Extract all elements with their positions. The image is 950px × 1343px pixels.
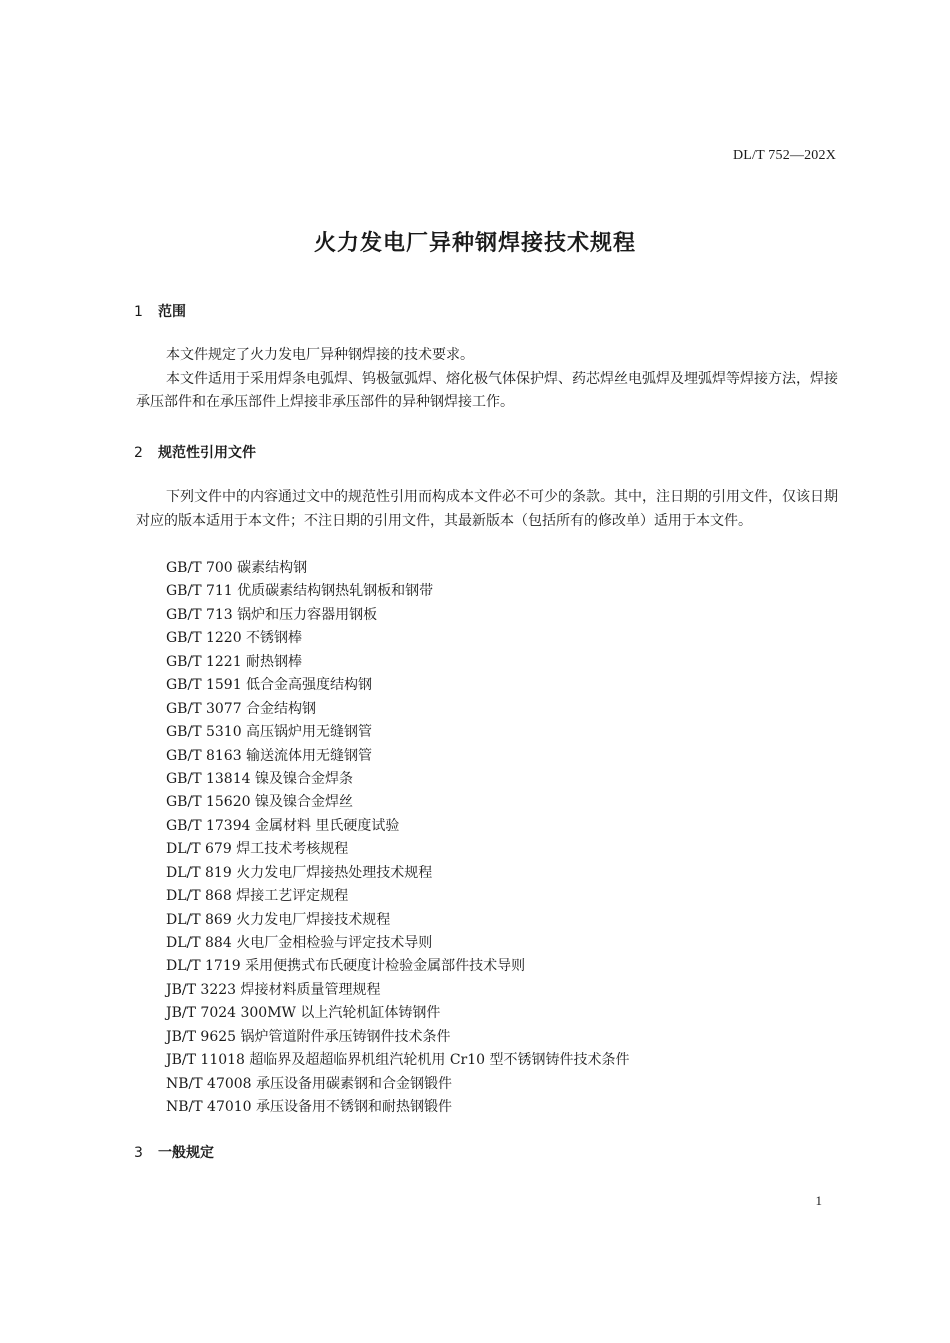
reference-item: GB/T 1220 不锈钢棒: [166, 630, 303, 647]
reference-item: NB/T 47010 承压设备用不锈钢和耐热钢锻件: [166, 1099, 453, 1116]
section-title: 一般规定: [158, 1145, 214, 1161]
reference-item: GB/T 8163 输送流体用无缝钢管: [166, 747, 373, 764]
reference-item: GB/T 1221 耐热钢棒: [166, 653, 303, 670]
section-heading-scope: [134, 301, 186, 321]
reference-item: GB/T 1591 低合金高强度结构钢: [166, 677, 373, 694]
reference-item: DL/T 868 焊接工艺评定规程: [166, 888, 349, 905]
section-title: 规范性引用文件: [158, 445, 256, 461]
reference-item: DL/T 884 火电厂金相检验与评定技术导则: [166, 935, 433, 951]
reference-item: JB/T 3223 焊接材料质量管理规程: [166, 981, 381, 998]
section-heading-normative-references: [134, 442, 256, 462]
paragraph: 本文件适用于采用焊条电弧焊、钨极氩弧焊、熔化极气体保护焊、药芯焊丝电弧焊及埋弧焊等焊接方法，焊接承压部件和在承压部件上焊接非承压部件的异种钢焊接工作。: [136, 370, 838, 410]
reference-item: GB/T 711 优质碳素结构钢热轧钢板和钢带: [166, 583, 434, 600]
paragraph: 本文件规定了火力发电厂异种钢焊接的技术要求。: [166, 347, 474, 363]
reference-item: JB/T 7024 300MW 以上汽轮机缸体铸钢件: [166, 1005, 441, 1022]
document-title: 火力发电厂异种钢焊接技术规程: [313, 231, 636, 256]
reference-item: DL/T 679 焊工技术考核规程: [166, 841, 349, 858]
section-body-scope: [136, 344, 838, 415]
section-body-normative-references: [136, 486, 838, 533]
section-heading-general-provisions: [134, 1142, 214, 1162]
reference-item: GB/T 15620 镍及镍合金焊丝: [166, 794, 353, 811]
section-number: 1: [134, 304, 143, 320]
reference-item: GB/T 17394 金属材料 里氏硬度试验: [166, 817, 400, 834]
reference-item: GB/T 700 碳素结构钢: [166, 560, 308, 576]
reference-item: JB/T 11018 超临界及超超临界机组汽轮机用 Cr10 型不锈钢铸件技术条件: [166, 1052, 630, 1069]
page-number: 1: [815, 1193, 822, 1208]
section-number: 2: [134, 445, 143, 461]
section-title: 范围: [158, 304, 186, 320]
document-code: DL/T 752—202X: [732, 148, 836, 163]
reference-item: NB/T 47008 承压设备用碳素钢和合金钢锻件: [166, 1075, 453, 1092]
reference-item: DL/T 1719 采用便携式布氏硬度计检验金属部件技术导则: [166, 958, 526, 975]
reference-item: GB/T 13814 镍及镍合金焊条: [166, 770, 353, 787]
reference-list: [166, 557, 630, 1120]
reference-item: JB/T 9625 锅炉管道附件承压铸钢件技术条件: [166, 1028, 451, 1045]
reference-item: DL/T 869 火力发电厂焊接技术规程: [166, 911, 391, 928]
paragraph: 下列文件中的内容通过文中的规范性引用而构成本文件必不可少的条款。其中，注日期的引用文件，仅该日期对应的版本适用于本文件；不注日期的引用文件，其最新版本（包括所有的修改单）适用于本文件。: [136, 489, 838, 529]
reference-item: GB/T 5310 高压锅炉用无缝钢管: [166, 724, 373, 741]
section-number: 3: [134, 1145, 143, 1161]
reference-item: GB/T 713 锅炉和压力容器用钢板: [166, 606, 378, 623]
reference-item: GB/T 3077 合金结构钢: [166, 700, 317, 717]
reference-item: DL/T 819 火力发电厂焊接热处理技术规程: [166, 864, 433, 881]
